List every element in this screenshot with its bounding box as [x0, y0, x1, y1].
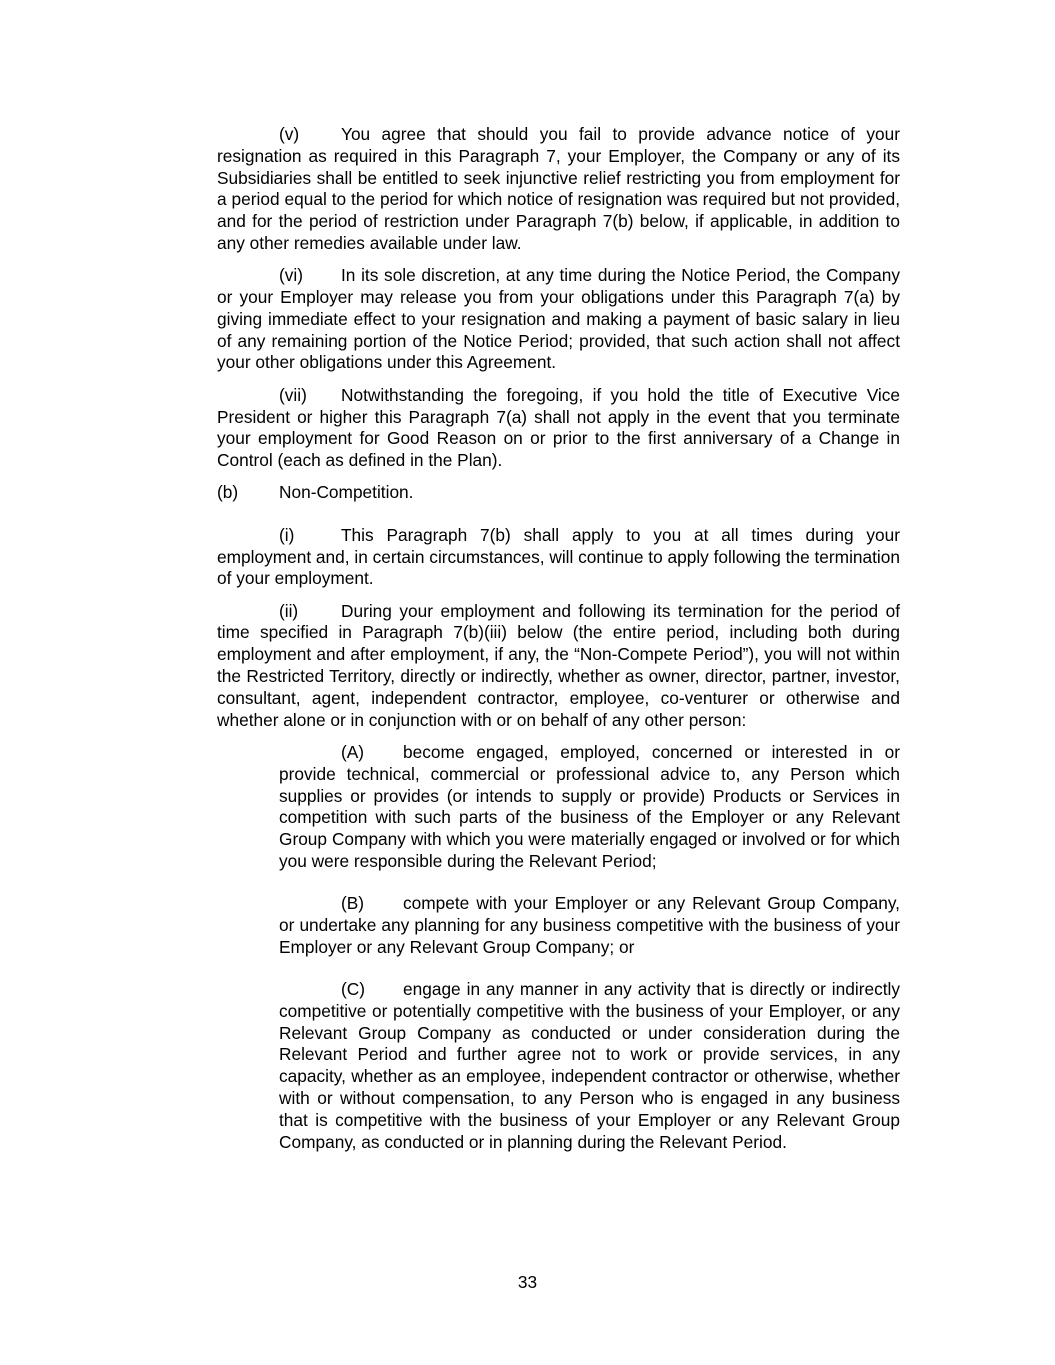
paragraph-i: [217, 525, 900, 590]
paragraph-text: You agree that should you fail to provide advance notice of your resignation as required in this Paragraph 7, your Employer, the Company or any of its Subsidiaries shall be entitled to seek injunctive relief restricting you from employment for a period equal to the period for which notice of resignation was required but not provided, and for the period of restriction under Paragraph 7(b) below, if applicable, in addition to any other remedies available under law.: [217, 124, 900, 253]
subclause-marker: (C): [341, 979, 365, 1000]
section-title: Non-Competition.: [279, 482, 414, 503]
paragraph-marker: (v): [279, 124, 300, 144]
subclause-c: [279, 979, 900, 1153]
paragraph-marker: (ii): [279, 600, 299, 621]
paragraph-text: During your employment and following its termination for the period of time specified in Paragraph 7(b)(iii) below (the entire period, including both during employment and after employment, if any, the “Non-Compete Period”), you will not within the Restricted Territory, directly or indirectly, whether as owner, director, partner, investor, consultant, agent, independent contractor, employee, co-venturer or otherwise and whether alone or in conjunction with or on behalf of any other person:: [217, 600, 900, 730]
paragraph-marker: (i): [279, 524, 295, 545]
paragraph-text: Notwithstanding the foregoing, if you hold the title of Executive Vice President or higher this Paragraph 7(a) shall not apply in the event that you terminate your employment for Good Reason on or prior to the first anniversary of a Change in Control (each as defined in the Plan).: [217, 384, 900, 471]
section-marker: (b): [217, 482, 239, 503]
paragraph-ii: [217, 601, 900, 732]
paragraph-marker: (vii): [279, 384, 307, 405]
paragraph-vi: [217, 265, 900, 374]
paragraph-text: This Paragraph 7(b) shall apply to you at all times during your employment and, in certain circumstances, will continue to apply following the termination of your employment.: [217, 524, 900, 589]
paragraph-vii: [217, 385, 900, 472]
paragraph-text: In its sole discretion, at any time during the Notice Period, the Company or your Employer may release you from your obligations under this Paragraph 7(a) by giving immediate effect to your resignation and making a payment of basic salary in lieu of any remaining portion of the Notice Period; provided, that such action shall not affect your other obligations under this Agreement.: [217, 265, 900, 373]
subclause-text: engage in any manner in any activity that is directly or indirectly competitive or potentially competitive with the business of your Employer, or any Relevant Group Company as conducted or under consideration during the Relevant Period and further agree not to work or provide services, in any capacity, whether as an employee, independent contractor or otherwise, whether with or without compensation, to any Person who is engaged in any business that is competitive with the business of your Employer or any Relevant Group Company, as conducted or in planning during the Relevant Period.: [279, 979, 900, 1152]
page-number: 33: [517, 1272, 538, 1292]
section-heading-non-competition: [217, 482, 900, 504]
subclause-marker: (A): [341, 741, 365, 762]
subclause-a: [279, 742, 900, 873]
paragraph-marker: (vi): [279, 265, 303, 286]
paragraph-v: [217, 124, 900, 255]
document-body: [217, 124, 900, 1174]
subclause-text: compete with your Employer or any Relevant Group Company, or undertake any planning for any business competitive with the business of your Employer or any Relevant Group Company; or: [279, 893, 900, 957]
subclause-text: become engaged, employed, concerned or interested in or provide technical, commercial or professional advice to, any Person which supplies or provides (or intends to supply or provide) Products or Services in competition with such parts of the business of the Employer or any Relevant Group Company with which you were materially engaged or involved or for which you were responsible during the Relevant Period;: [279, 741, 900, 871]
subclause-marker: (B): [341, 893, 365, 914]
subclause-b: [279, 893, 900, 958]
